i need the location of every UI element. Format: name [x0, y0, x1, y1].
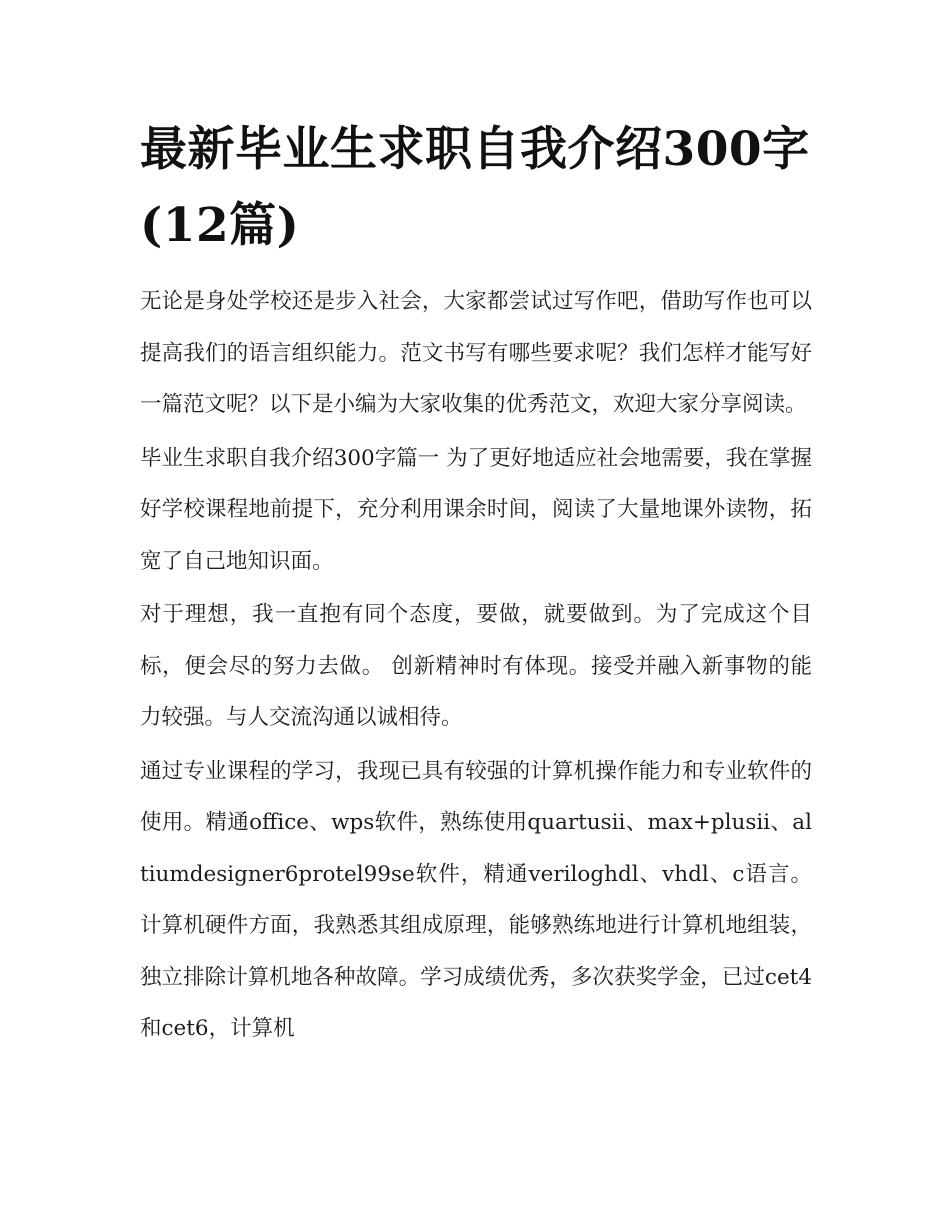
paragraph-1: 毕业生求职自我介绍300字篇一 为了更好地适应社会地需要，我在掌握好学校课程地前提下，充分利用课余时间，阅读了大量地课外读物，拓宽了自己地知识面。	[140, 445, 812, 574]
document-body	[140, 276, 812, 1055]
paragraph-intro: 无论是身处学校还是步入社会，大家都尝试过写作吧，借助写作也可以提高我们的语言组织能力。范文书写有哪些要求呢？我们怎样才能写好一篇范文呢？以下是小编为大家收集的优秀范文，欢迎大家分享阅读。	[140, 289, 812, 417]
paragraph-2: 对于理想，我一直抱有同个态度，要做，就要做到。为了完成这个目标，便会尽的努力去做。 创新精神时有体现。接受并融入新事物的能力较强。与人交流沟通以诚相待。	[140, 602, 812, 730]
document-page	[140, 112, 812, 1057]
document-title: 最新毕业生求职自我介绍300字(12篇)	[140, 122, 810, 253]
paragraph-3: 通过专业课程的学习，我现已具有较强的计算机操作能力和专业软件的使用。精通office、wps软件，熟练使用quartusii、max+plusii、altiumdesigner6protel99se软件，精通veriloghdl、vhdl、c语言。计算机硬件方面，我熟悉其组成原理，能够熟练地进行计算机地组装，独立排除计算机地各种故障。学习成绩优秀，多次获奖学金，已过cet4和cet6，计算机	[140, 758, 812, 1041]
